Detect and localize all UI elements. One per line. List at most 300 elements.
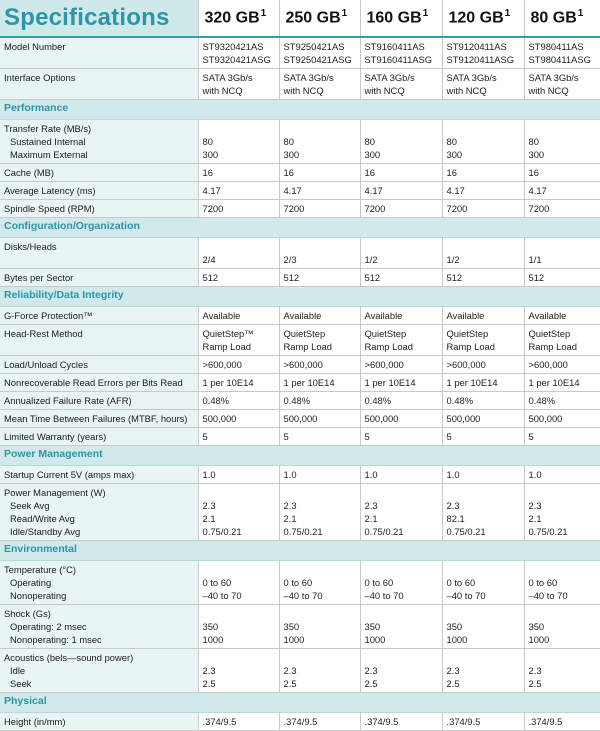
value-line <box>284 607 357 620</box>
value-line: 1/1 <box>528 254 542 265</box>
value-cell <box>524 164 600 182</box>
value-line: >600,000 <box>202 359 242 370</box>
table-row <box>0 164 600 182</box>
value-line <box>284 651 357 664</box>
value-line <box>365 607 439 620</box>
row-label <box>0 238 198 269</box>
value-line: 1.0 <box>364 469 378 480</box>
row-label <box>0 269 198 287</box>
value-line: Available <box>202 310 241 321</box>
value-cell <box>279 307 360 325</box>
section-title: Environmental <box>0 541 600 561</box>
value-cell <box>442 269 524 287</box>
value-line: –40 to 70 <box>528 590 568 601</box>
section-title: Configuration/Organization <box>0 218 600 238</box>
value-line: 2.1 <box>202 513 216 524</box>
value-cell <box>279 428 360 446</box>
row-label-line: Annualized Failure Rate (AFR) <box>4 395 132 406</box>
value-line: 0.75/0.21 <box>283 526 323 537</box>
value-cell <box>524 238 600 269</box>
value-line: 2.1 <box>528 513 542 524</box>
value-cell <box>442 466 524 484</box>
row-label <box>0 120 198 164</box>
row-label <box>0 561 198 605</box>
row-label <box>0 392 198 410</box>
value-cell <box>279 484 360 541</box>
value-line: 2.3 <box>528 500 542 511</box>
value-cell <box>360 484 442 541</box>
value-line: with NCQ <box>283 85 324 96</box>
value-line: 16 <box>202 167 213 178</box>
value-line: SATA 3Gb/s <box>364 72 415 83</box>
table-row <box>0 392 600 410</box>
value-line: 300 <box>528 149 545 160</box>
row-label-line: G-Force Protection™ <box>4 310 93 321</box>
value-line: 7200 <box>283 203 305 214</box>
value-line: with NCQ <box>364 85 405 96</box>
value-line <box>529 607 598 620</box>
value-cell <box>524 307 600 325</box>
value-cell <box>279 374 360 392</box>
value-line: 4.17 <box>202 185 221 196</box>
value-cell <box>279 182 360 200</box>
value-line: SATA 3Gb/s <box>446 72 497 83</box>
value-line: ST9120411ASG <box>446 54 515 65</box>
table-row <box>0 325 600 356</box>
value-line: 1000 <box>283 634 305 645</box>
value-line: ST9320421ASG <box>202 54 271 65</box>
row-label <box>0 410 198 428</box>
value-line: .374/9.5 <box>364 716 399 727</box>
value-line: 2.3 <box>446 665 460 676</box>
value-line: 82.1 <box>446 513 465 524</box>
value-cell <box>360 69 442 100</box>
value-cell <box>198 561 279 605</box>
capacity-header-80: 80 $GB^1$ <box>524 0 600 37</box>
value-line: 512 <box>364 272 381 283</box>
value-line: ST980411ASG <box>528 54 591 65</box>
value-cell <box>442 200 524 218</box>
value-line: 0 to 60 <box>364 577 394 588</box>
value-cell <box>524 374 600 392</box>
value-cell <box>524 182 600 200</box>
value-line: 5 <box>528 431 534 442</box>
row-label-line: Head-Rest Method <box>4 328 83 339</box>
row-label-line: Temperature (°C) <box>4 564 76 575</box>
value-line: –40 to 70 <box>202 590 242 601</box>
row-label-line: Cache (MB) <box>4 167 55 178</box>
value-cell <box>279 466 360 484</box>
value-line: 2/4 <box>202 254 216 265</box>
value-cell <box>442 37 524 69</box>
value-line: 2/3 <box>283 254 297 265</box>
row-label <box>0 37 198 69</box>
value-line: 1.0 <box>528 469 542 480</box>
value-line: .374/9.5 <box>528 716 563 727</box>
value-line: SATA 3Gb/s <box>528 72 579 83</box>
value-line: Ramp Load <box>446 341 495 352</box>
value-cell <box>442 307 524 325</box>
section-title: Power Management <box>0 446 600 466</box>
row-label <box>0 164 198 182</box>
value-cell <box>279 561 360 605</box>
section-title: Performance <box>0 100 600 120</box>
value-line: 500,000 <box>364 413 399 424</box>
value-line <box>284 122 357 135</box>
row-label-line: Height (in/mm) <box>4 716 66 727</box>
section-header <box>0 287 600 307</box>
value-cell <box>442 713 524 731</box>
value-line: 300 <box>364 149 381 160</box>
value-cell <box>360 182 442 200</box>
value-line: QuietStep™ <box>202 328 254 339</box>
table-row <box>0 200 600 218</box>
value-line: 1.0 <box>283 469 297 480</box>
value-cell <box>360 120 442 164</box>
value-cell <box>198 605 279 649</box>
value-line <box>365 486 439 499</box>
value-line: 16 <box>528 167 539 178</box>
value-line: 500,000 <box>283 413 318 424</box>
value-cell <box>360 164 442 182</box>
value-line: 80 <box>528 136 539 147</box>
row-label-line: Bytes per Sector <box>4 272 74 283</box>
value-cell <box>198 307 279 325</box>
value-line: 2.3 <box>364 500 378 511</box>
section-header <box>0 100 600 120</box>
value-line: 80 <box>364 136 375 147</box>
row-label-line: Operating: 2 msec <box>10 621 87 632</box>
value-cell <box>198 410 279 428</box>
value-line: Ramp Load <box>364 341 413 352</box>
value-cell <box>360 325 442 356</box>
value-cell <box>524 200 600 218</box>
value-line: >600,000 <box>364 359 404 370</box>
value-line <box>203 122 276 135</box>
row-label-line: Nonrecoverable Read Errors per Bits Read <box>4 377 183 388</box>
value-line: 350 <box>446 621 463 632</box>
row-label <box>0 356 198 374</box>
value-line <box>203 651 276 664</box>
value-line: 500,000 <box>528 413 563 424</box>
value-line <box>447 240 521 253</box>
value-line: ST9320421AS <box>202 41 264 52</box>
value-cell <box>524 392 600 410</box>
table-row <box>0 182 600 200</box>
value-line: ST9160411AS <box>364 41 425 52</box>
value-line: 7200 <box>528 203 550 214</box>
value-line: 1 per 10E14 <box>446 377 498 388</box>
value-line: 2.5 <box>364 678 378 689</box>
value-line: 4.17 <box>528 185 547 196</box>
value-line: Available <box>283 310 322 321</box>
value-line <box>447 651 521 664</box>
value-line: 1/2 <box>446 254 460 265</box>
row-label <box>0 605 198 649</box>
value-cell <box>360 356 442 374</box>
value-line <box>447 563 521 576</box>
value-cell <box>442 484 524 541</box>
value-cell <box>360 605 442 649</box>
value-line: 1 per 10E14 <box>202 377 254 388</box>
value-cell <box>442 561 524 605</box>
value-line: 5 <box>364 431 370 442</box>
value-line: QuietStep <box>528 328 571 339</box>
row-label <box>0 182 198 200</box>
row-label-line: Mean Time Between Failures (MTBF, hours) <box>4 413 188 424</box>
value-line <box>529 122 598 135</box>
value-line: >600,000 <box>446 359 486 370</box>
value-line: 0.48% <box>202 395 230 406</box>
table-row <box>0 484 600 541</box>
section-header <box>0 541 600 561</box>
value-cell <box>279 37 360 69</box>
value-line: SATA 3Gb/s <box>283 72 334 83</box>
value-line: 2.3 <box>202 500 216 511</box>
value-cell <box>198 484 279 541</box>
value-line: Ramp Load <box>283 341 332 352</box>
value-line: SATA 3Gb/s <box>202 72 253 83</box>
value-cell <box>279 649 360 693</box>
value-cell <box>360 307 442 325</box>
value-cell <box>198 374 279 392</box>
value-line: 2.3 <box>446 500 460 511</box>
value-line: 500,000 <box>446 413 481 424</box>
table-row <box>0 238 600 269</box>
value-cell <box>360 649 442 693</box>
value-line <box>203 240 276 253</box>
value-line: 1000 <box>364 634 386 645</box>
value-cell <box>442 325 524 356</box>
value-line: Ramp Load <box>202 341 251 352</box>
value-cell <box>198 713 279 731</box>
value-line: 0.48% <box>446 395 474 406</box>
value-line <box>447 486 521 499</box>
value-cell <box>360 37 442 69</box>
value-line: ST980411AS <box>528 41 584 52</box>
value-line: QuietStep <box>283 328 326 339</box>
value-line: 350 <box>202 621 219 632</box>
capacity-header-320: 320 $GB^1$ <box>198 0 279 37</box>
row-label-line: Seek <box>10 678 32 689</box>
value-line: 512 <box>283 272 300 283</box>
value-line: 2.3 <box>283 665 297 676</box>
value-line <box>203 563 276 576</box>
section-header <box>0 446 600 466</box>
value-cell <box>442 164 524 182</box>
value-line: Available <box>446 310 485 321</box>
value-line: 2.3 <box>202 665 216 676</box>
value-line: 5 <box>202 431 208 442</box>
value-line: 0 to 60 <box>202 577 232 588</box>
value-line: 2.1 <box>364 513 378 524</box>
value-cell <box>360 392 442 410</box>
value-cell <box>198 69 279 100</box>
table-row <box>0 269 600 287</box>
value-line: 2.3 <box>364 665 378 676</box>
value-cell <box>198 120 279 164</box>
value-cell <box>279 69 360 100</box>
row-label-line: Limited Warranty (years) <box>4 431 107 442</box>
value-line: QuietStep <box>364 328 407 339</box>
table-row <box>0 69 600 100</box>
value-line: 7200 <box>446 203 468 214</box>
value-line <box>447 607 521 620</box>
row-label <box>0 325 198 356</box>
value-line: 4.17 <box>446 185 465 196</box>
value-line: 350 <box>364 621 381 632</box>
value-line: 2.5 <box>528 678 542 689</box>
value-line: 0.75/0.21 <box>364 526 404 537</box>
value-line: 2.3 <box>528 665 542 676</box>
value-cell <box>279 200 360 218</box>
value-line: 5 <box>283 431 289 442</box>
value-line: 7200 <box>364 203 386 214</box>
value-line <box>529 651 598 664</box>
value-cell <box>360 374 442 392</box>
table-row <box>0 428 600 446</box>
value-line: 0.48% <box>528 395 556 406</box>
value-line: 2.5 <box>202 678 216 689</box>
value-line: 1/2 <box>364 254 378 265</box>
value-cell <box>198 649 279 693</box>
value-line: 350 <box>283 621 300 632</box>
value-line: 80 <box>202 136 213 147</box>
value-cell <box>279 356 360 374</box>
value-line: Available <box>528 310 567 321</box>
value-line: 2.5 <box>283 678 297 689</box>
value-cell <box>198 238 279 269</box>
value-line: 2.5 <box>446 678 460 689</box>
value-cell <box>360 200 442 218</box>
value-line: 300 <box>283 149 300 160</box>
value-line <box>365 563 439 576</box>
section-header <box>0 218 600 238</box>
value-cell <box>198 392 279 410</box>
value-cell <box>524 605 600 649</box>
value-line: 512 <box>528 272 545 283</box>
value-line: 1.0 <box>202 469 216 480</box>
table-row <box>0 356 600 374</box>
row-label-line: Nonoperating: 1 msec <box>10 634 102 645</box>
value-cell <box>360 238 442 269</box>
value-line: 0 to 60 <box>528 577 558 588</box>
value-cell <box>442 374 524 392</box>
value-line: 1 per 10E14 <box>283 377 335 388</box>
value-cell <box>442 238 524 269</box>
value-cell <box>198 182 279 200</box>
value-cell <box>442 428 524 446</box>
value-cell <box>442 605 524 649</box>
row-label-line: Read/Write Avg <box>10 513 75 524</box>
value-line: 5 <box>446 431 452 442</box>
value-line: with NCQ <box>202 85 243 96</box>
spec-body <box>0 37 600 731</box>
value-line <box>447 122 521 135</box>
value-cell <box>524 428 600 446</box>
value-line: 0.48% <box>283 395 311 406</box>
table-row <box>0 649 600 693</box>
value-cell <box>198 325 279 356</box>
value-cell <box>524 466 600 484</box>
value-line: 0.48% <box>364 395 392 406</box>
value-line: 2.3 <box>283 500 297 511</box>
value-line: .374/9.5 <box>283 716 318 727</box>
capacity-header-120: 120 $GB^1$ <box>442 0 524 37</box>
value-line: with NCQ <box>446 85 487 96</box>
value-cell <box>279 269 360 287</box>
value-line: 0.75/0.21 <box>446 526 486 537</box>
value-line: 4.17 <box>283 185 302 196</box>
value-line: 16 <box>446 167 457 178</box>
value-cell <box>198 37 279 69</box>
row-label <box>0 200 198 218</box>
value-line <box>203 486 276 499</box>
value-cell <box>198 269 279 287</box>
value-cell <box>198 356 279 374</box>
value-cell <box>524 37 600 69</box>
value-line: 4.17 <box>364 185 383 196</box>
value-line: –40 to 70 <box>364 590 404 601</box>
section-title: Reliability/Data Integrity <box>0 287 600 307</box>
table-row <box>0 410 600 428</box>
value-cell <box>198 466 279 484</box>
row-label <box>0 428 198 446</box>
value-cell <box>524 649 600 693</box>
value-cell <box>360 410 442 428</box>
value-cell <box>524 120 600 164</box>
value-line <box>284 486 357 499</box>
value-cell <box>279 410 360 428</box>
value-line: 1000 <box>446 634 468 645</box>
value-line: 512 <box>446 272 463 283</box>
value-cell <box>198 164 279 182</box>
row-label-line: Nonoperating <box>10 590 67 601</box>
value-line: QuietStep <box>446 328 489 339</box>
value-line: –40 to 70 <box>446 590 486 601</box>
value-cell <box>442 392 524 410</box>
row-label-line: Sustained Internal <box>10 136 86 147</box>
value-cell <box>442 410 524 428</box>
value-cell <box>279 392 360 410</box>
value-line: 300 <box>446 149 463 160</box>
value-line: >600,000 <box>283 359 323 370</box>
value-cell <box>442 69 524 100</box>
value-line: 0 to 60 <box>283 577 313 588</box>
value-cell <box>360 713 442 731</box>
value-cell <box>360 428 442 446</box>
value-line: 1000 <box>528 634 550 645</box>
value-line: ST9250421ASG <box>283 54 352 65</box>
value-cell <box>360 466 442 484</box>
value-cell <box>198 200 279 218</box>
value-line: >600,000 <box>528 359 568 370</box>
page-title: Specifications <box>0 0 198 37</box>
row-label-line: Operating <box>10 577 52 588</box>
value-line: 16 <box>364 167 375 178</box>
value-line: 80 <box>283 136 294 147</box>
row-label-line: Seek Avg <box>10 500 50 511</box>
value-line: 1.0 <box>446 469 460 480</box>
value-cell <box>524 561 600 605</box>
table-row <box>0 561 600 605</box>
value-line: 80 <box>446 136 457 147</box>
value-line <box>529 240 598 253</box>
value-cell <box>524 325 600 356</box>
table-row <box>0 120 600 164</box>
value-cell <box>442 182 524 200</box>
value-line: 1 per 10E14 <box>364 377 416 388</box>
